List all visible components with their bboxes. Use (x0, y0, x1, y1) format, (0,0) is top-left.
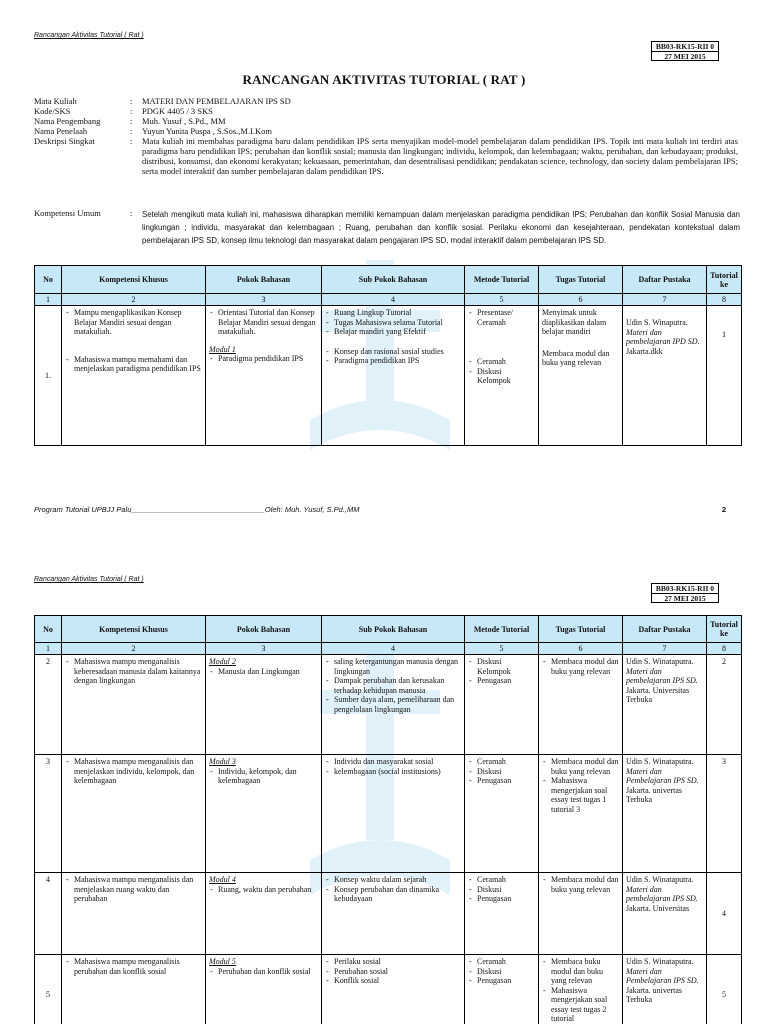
tugas-item: - Membaca buku modul dan buku yang relevan (542, 957, 619, 986)
header-no: No (35, 266, 62, 294)
running-head: Rancangan Aktivitas Tutorial ( Rat ) (34, 32, 144, 39)
column-number: 8 (707, 643, 742, 655)
page-gap (0, 540, 768, 560)
pustaka-title: Materi dan pembelajaran IPD SD. (626, 327, 700, 346)
metode-item: - Ceramah (468, 357, 535, 367)
cell-metode-tutorial (465, 955, 539, 1024)
document-page-2 (0, 560, 768, 1024)
table-header-row (35, 616, 742, 643)
pokok-bahasan-item: - Manusia dan Lingkungan (209, 667, 318, 677)
sub-pokok-item: - Paradigma pendidikan IPS (325, 356, 461, 366)
metode-item: - Diskusi Kelompok (468, 657, 535, 676)
kompetensi-item: - Mampu mengaplikasikan Konsep Belajar Mandiri sesuai dengan matakuliah. (65, 308, 202, 337)
pustaka-publisher: Jakarta. univertas Terbuka (626, 985, 682, 1004)
cell-daftar-pustaka (623, 306, 707, 446)
document-date: 27 MEI 2015 (652, 51, 718, 60)
meta-label: Kode/SKS (34, 106, 71, 116)
pustaka-author: Udin S. Winaputra. (626, 318, 688, 327)
sub-pokok-item: - Konsep dan rasional sosial studies (325, 347, 461, 357)
column-number: 3 (206, 643, 322, 655)
header-metode-tutorial: Metode Tutorial (465, 266, 539, 294)
meta-value: PDGK 4405 / 3 SKS (142, 106, 213, 116)
pokok-bahasan-item: - Ruang, waktu dan perubahan (209, 885, 318, 895)
column-number: 2 (62, 294, 206, 306)
sub-pokok-item: - Tugas Mahasiswa selama Tutorial (325, 318, 461, 328)
kompetensi-item: - Mahasiswa mampu menganalisis dan menjelaskan individu, kelompok, dan kelembagaan (65, 757, 202, 786)
column-number: 5 (465, 643, 539, 655)
sub-pokok-item: - Perubahan sosial (325, 967, 461, 977)
header-daftar-pustaka: Daftar Pustaka (623, 616, 707, 643)
table-row (35, 755, 742, 873)
metode-item: - Penugasan (468, 776, 535, 786)
cell-daftar-pustaka (623, 873, 707, 955)
kompetensi-item: - Mahasiswa mampu menganalisis perubahan dan konflik sosial (65, 957, 202, 976)
pustaka-entry (626, 657, 703, 705)
header-kompetensi-khusus: Kompetensi Khusus (62, 266, 206, 294)
meta-value: MATERI DAN PEMBELAJARAN IPS SD (142, 96, 291, 106)
metode-item: - Ceramah (468, 957, 535, 967)
column-number: 7 (623, 643, 707, 655)
tugas-item: - Membaca modul dan buku yang relevan (542, 657, 619, 676)
header-sub-pokok-bahasan: Sub Pokok Bahasan (322, 266, 465, 294)
column-number: 1 (35, 294, 62, 306)
metode-item: - Penugasan (468, 894, 535, 904)
tutorial-ke: 3 (707, 755, 742, 873)
header-daftar-pustaka: Daftar Pustaka (623, 266, 707, 294)
cell-daftar-pustaka (623, 755, 707, 873)
column-number-row (35, 294, 742, 306)
course-metadata (34, 96, 738, 176)
kompetensi-value: Setelah mengikuti mata kuliah ini, mahasiswa diharapkan memiliki kemampuan dalam menjelaskan paradigma pendidikan IPS; Perubahan dan konflik Sosial Manusia dan lingkungan ; individu, masyarakat dan kelembagaan ; Ruang, perubahan dan konflik sosial. Perilaku ekonomi dan kesejahteraan, pendekatan kontekstual dalam pembelajaran IPS SD, konsep ilmu teknologi dan masyarakat dalam pengajaran IPS SD, modal interaktif dalam pembelajaran IPS SD. (142, 210, 740, 245)
metode-item: - Diskusi (468, 885, 535, 895)
cell-tugas-tutorial (539, 655, 623, 755)
modul-label: Modul 5 (209, 957, 236, 966)
cell-kompetensi-khusus (62, 755, 206, 873)
cell-kompetensi-khusus (62, 655, 206, 755)
table-row (35, 306, 742, 446)
column-number: 4 (322, 294, 465, 306)
kompetensi-item: - Mahasiswa mampu menganalisis keberesadaan manusia dalam kaitannya dengan lingkungan (65, 657, 202, 686)
column-number: 3 (206, 294, 322, 306)
kompetensi-item: - Mahasiswa mampu menganalisis dan menjelaskan ruang waktu dan perubahan (65, 875, 202, 904)
row-number: 3 (35, 755, 62, 873)
cell-kompetensi-khusus (62, 955, 206, 1024)
tugas-item: - Membaca modul dan buku yang relevan (542, 875, 619, 894)
page-footer (34, 505, 734, 514)
table-row (35, 655, 742, 755)
document-code-box (651, 41, 719, 61)
column-number-row (35, 643, 742, 655)
modul-label: Modul 1 (209, 344, 236, 354)
meta-row-penelaah: Nama Penelaah : Yuyun Yunita Puspa , S.Sos.,M.I.Kom (34, 126, 738, 136)
sub-pokok-item: - Sumber daya alam, pemeliharaan dan pengelolaan lingkungan (325, 695, 461, 714)
meta-row-kode-sks: Kode/SKS : PDGK 4405 / 3 SKS (34, 106, 738, 116)
tugas-item: Membaca modul dan buku yang relevan (542, 348, 610, 367)
pustaka-title: Materi dan Pembelajaran IPS SD. (626, 966, 699, 985)
metode-item: - Diskusi (468, 767, 535, 777)
pustaka-publisher: Jakarta.dkk (626, 346, 663, 356)
cell-sub-pokok-bahasan (322, 755, 465, 873)
sub-pokok-item: - saling ketergantungan manusia dengan lingkungan (325, 657, 461, 676)
cell-sub-pokok-bahasan (322, 306, 465, 446)
meta-row-deskripsi: Deskripsi Singkat : Mata kuliah ini membahas paradigma baru dalam pendidikan IPS serta menyajikan model-model pembelajaran dalam pendidikan IPS. Topik inti mata kuliah ini terdiri atas paradigma baru pendidikan IPS; perubahan dan konflik sosial; manusia dan lingkungan; individu, kelompok, dan kelembagaan; waktu, perubahan, dan kebudayaan; produksi, distribusi, konsumsi, dan ekonomi kerakyatan; kekuasaan, pemerintahan, dan desentralisasi pendidikan; pendakatan science, technology, dan society dalam pembelajaran IPS; serta model interaktif dan sumber pembelajaran dalam pendidikan IPS. (34, 136, 738, 176)
tugas-item: - Membaca modul dan buku yang relevan (542, 757, 619, 776)
metode-item: - Ceramah (468, 875, 535, 885)
cell-pokok-bahasan (206, 755, 322, 873)
header-tutorial-ke: Tutorial ke (707, 266, 742, 294)
meta-row-mata-kuliah: Mata Kuliah : MATERI DAN PEMBELAJARAN IPS SD (34, 96, 738, 106)
tugas-item: - Mahasiswa mengerjakan soal essay test tugas 2 tutorial (542, 986, 619, 1024)
cell-sub-pokok-bahasan (322, 955, 465, 1024)
tutorial-ke: 2 (707, 655, 742, 755)
cell-sub-pokok-bahasan (322, 873, 465, 955)
tutorial-ke: 4 (707, 873, 742, 955)
row-number: 2 (35, 655, 62, 755)
pustaka-title: Materi dan pembelajaran IPS SD. (626, 884, 698, 903)
pokok-bahasan-item: - Orientasi Tutorial dan Konsep Belajar Mandiri sesuai dengan matakuliah. (209, 308, 318, 337)
sub-pokok-item: - Konflik sosial (325, 976, 461, 986)
cell-kompetensi-khusus (62, 873, 206, 955)
footer-text: Program Tutorial UPBJJ Palu________________________________Oleh: Muh. Yusuf, S.Pd.,MM (34, 505, 360, 514)
pustaka-entry (626, 318, 703, 356)
cell-metode-tutorial (465, 655, 539, 755)
column-number: 6 (539, 294, 623, 306)
pustaka-entry (626, 957, 703, 1005)
table-header-row (35, 266, 742, 294)
document-date: 27 MEI 2015 (652, 593, 718, 602)
cell-tugas-tutorial (539, 873, 623, 955)
metode-item: - Penugasan (468, 676, 535, 686)
rat-table-page-2 (34, 615, 742, 1024)
cell-kompetensi-khusus (62, 306, 206, 446)
sub-pokok-item: - Ruang Lingkup Tutorial (325, 308, 461, 318)
pustaka-title: Materi dan Pembelajaran IPS SD. (626, 766, 699, 785)
column-number: 8 (707, 294, 742, 306)
header-pokok-bahasan: Pokok Bahasan (206, 266, 322, 294)
pustaka-publisher: Jakarta. Universitas (626, 903, 690, 913)
tugas-item: - Mahasiswa mengerjakan soal essay test tugas 1 tutorial 3 (542, 776, 619, 814)
page-number: 2 (721, 505, 726, 514)
tutorial-ke: 5 (707, 955, 742, 1024)
sub-pokok-item: - Dampak perubahan dan kerusakan terhadap kehidupan manusia (325, 676, 461, 695)
pustaka-author: Udin S. Winataputra. (626, 757, 694, 766)
row-number: 5 (35, 955, 62, 1024)
cell-pokok-bahasan (206, 306, 322, 446)
cell-tugas-tutorial (539, 755, 623, 873)
sub-pokok-item: - Individu dan masyarakat sosial (325, 757, 461, 767)
header-tugas-tutorial: Tugas Tutorial (539, 616, 623, 643)
sub-pokok-item: - Belajar mandiri yang Efektif (325, 327, 461, 337)
header-no: No (35, 616, 62, 643)
header-sub-pokok-bahasan: Sub Pokok Bahasan (322, 616, 465, 643)
rat-table-page-1 (34, 265, 742, 446)
pustaka-title: Materi dan pembelajaran IPS SD. (626, 666, 698, 685)
pustaka-publisher: Jakarta. univertas Terbuka (626, 785, 682, 804)
column-number: 7 (623, 294, 707, 306)
cell-tugas-tutorial (539, 955, 623, 1024)
cell-metode-tutorial (465, 755, 539, 873)
pustaka-entry (626, 757, 703, 805)
header-kompetensi-khusus: Kompetensi Khusus (62, 616, 206, 643)
table-row (35, 873, 742, 955)
column-number: 2 (62, 643, 206, 655)
metode-item: - Diskusi Kelompok (468, 367, 535, 386)
pokok-bahasan-item: - Individu, kelompok, dan kelembagaan (209, 767, 318, 786)
header-metode-tutorial: Metode Tutorial (465, 616, 539, 643)
kompetensi-label: Kompetensi Umum (34, 208, 101, 218)
tutorial-ke: 1 (707, 306, 742, 446)
meta-label: Nama Penelaah (34, 126, 88, 136)
running-head: Rancangan Aktivitas Tutorial ( Rat ) (34, 576, 144, 583)
column-number: 4 (322, 643, 465, 655)
kompetensi-umum: Kompetensi Umum : Setelah mengikuti mata kuliah ini, mahasiswa diharapkan memiliki kemampuan dalam menjelaskan paradigma pendidikan IPS; Perubahan dan konflik Sosial Manusia dan lingkungan ; individu, masyarakat dan kelembagaan ; Ruang, perubahan dan konflik sosial. Perilaku ekonomi dan kesejahteraan, pendekatan kontekstual dalam pembelajaran IPS SD, konsep ilmu teknologi dan masyarakat dalam pengajaran IPS SD, modal interaktif dalam pembelajaran IPS SD. (34, 208, 740, 245)
cell-pokok-bahasan (206, 655, 322, 755)
column-number: 1 (35, 643, 62, 655)
meta-value: Yuyun Yunita Puspa , S.Sos.,M.I.Kom (142, 126, 273, 136)
row-number: 1. (35, 306, 62, 446)
header-tutorial-ke: Tutorial ke (707, 616, 742, 643)
cell-daftar-pustaka (623, 655, 707, 755)
document-title: RANCANGAN AKTIVITAS TUTORIAL ( RAT ) (242, 72, 526, 87)
meta-value: Muh. Yusuf , S.Pd., MM (142, 116, 226, 126)
cell-metode-tutorial (465, 873, 539, 955)
metode-item: - Penugasan (468, 976, 535, 986)
meta-value: Mata kuliah ini membahas paradigma baru dalam pendidikan IPS serta menyajikan model-model pembelajaran dalam pendidikan IPS. Topik inti mata kuliah ini terdiri atas paradigma baru pendidikan IPS; perubahan dan konflik sosial; manusia dan lingkungan; individu, kelompok, dan kelembagaan; waktu, perubahan, dan kebudayaan; produksi, distribusi, konsumsi, dan ekonomi kerakyatan; kekuasaan, pemerintahan, dan desentralisasi pendidikan; pendakatan science, technology, dan society dalam pembelajaran IPS; serta model interaktif dan sumber pembelajaran dalam pendidikan IPS. (142, 136, 738, 176)
metode-item: - Diskusi (468, 967, 535, 977)
header-pokok-bahasan: Pokok Bahasan (206, 616, 322, 643)
cell-metode-tutorial (465, 306, 539, 446)
pustaka-entry (626, 875, 703, 913)
cell-pokok-bahasan (206, 955, 322, 1024)
sub-pokok-item: - Perilaku sosial (325, 957, 461, 967)
kompetensi-item: - Mahasiswa mampu memahami dan menjelaskan paradigma pendidikan IPS (65, 355, 202, 374)
pustaka-author: Udin S. Winataputra. (626, 875, 694, 884)
cell-sub-pokok-bahasan (322, 655, 465, 755)
modul-label: Modul 2 (209, 657, 236, 666)
document-code: BB03-RK15-RII 0 (655, 42, 715, 51)
cell-tugas-tutorial (539, 306, 623, 446)
cell-pokok-bahasan (206, 873, 322, 955)
row-number: 4 (35, 873, 62, 955)
meta-label: Nama Pengembang (34, 116, 101, 126)
pustaka-publisher: Jakarta. Universitas Terbuka (626, 685, 690, 704)
column-number: 6 (539, 643, 623, 655)
pokok-bahasan-item: - Perubahan dan konflik sosial (209, 967, 318, 977)
meta-label: Deskripsi Singkat (34, 136, 95, 146)
column-number: 5 (465, 294, 539, 306)
modul-label: Modul 3 (209, 757, 236, 766)
sub-pokok-item: - kelembagaan (social institusions) (325, 767, 461, 777)
pokok-bahasan-item: - Paradigma pendidikan IPS (209, 354, 318, 364)
modul-label: Modul 4 (209, 875, 236, 884)
header-tugas-tutorial: Tugas Tutorial (539, 266, 623, 294)
cell-daftar-pustaka (623, 955, 707, 1024)
meta-label: Mata Kuliah (34, 96, 77, 106)
document-code: BB03-RK15-RII 0 (655, 584, 715, 593)
document-code-box (651, 583, 719, 603)
pustaka-author: Udin S. Winataputra. (626, 657, 694, 666)
meta-row-pengembang: Nama Pengembang : Muh. Yusuf , S.Pd., MM (34, 116, 738, 126)
pustaka-author: Udin S. Winataputra. (626, 957, 694, 966)
table-row (35, 955, 742, 1024)
sub-pokok-item: - Konsep perubahan dan dinamika kebudayaan (325, 885, 461, 904)
tugas-item: Menyimak untuk diaplikasikan dalam belajar mandiri (542, 308, 607, 336)
metode-item: - Presentase/ Ceramah (468, 308, 535, 327)
sub-pokok-item: - Konsep waktu dalam sejarah (325, 875, 461, 885)
metode-item: - Ceramah (468, 757, 535, 767)
